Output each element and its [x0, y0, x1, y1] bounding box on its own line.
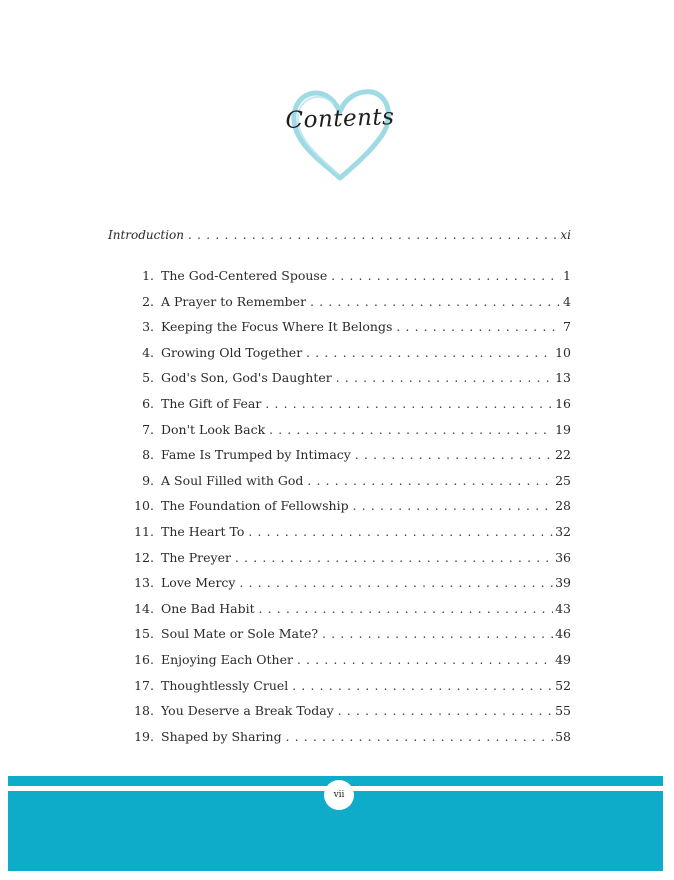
toc-entry-number: 5.	[142, 370, 154, 386]
toc-entry[interactable]	[118, 472, 571, 490]
leader-dots	[188, 226, 558, 244]
toc-entry-page: 13	[555, 370, 571, 386]
toc-entry-number: 13.	[134, 575, 154, 591]
page-number: vii	[324, 780, 354, 810]
toc-entry-page: 46	[555, 626, 571, 642]
toc-entry[interactable]	[118, 728, 571, 746]
toc-entry-page: 58	[555, 728, 571, 744]
toc-entry-number: 12.	[134, 549, 154, 565]
toc-entry-page: 19	[555, 421, 571, 437]
toc-entry[interactable]	[118, 293, 571, 311]
toc-entry[interactable]	[118, 523, 571, 541]
toc-entry-title: The Foundation of Fellowship	[161, 498, 349, 514]
toc-entry-page: xi	[560, 228, 571, 242]
toc-entry[interactable]	[118, 651, 571, 669]
toc-entry-title: A Soul Filled with God	[161, 472, 304, 488]
toc-entry-page: 28	[555, 498, 571, 514]
toc-entry-page: 52	[555, 677, 571, 693]
toc-entry-number: 3.	[142, 319, 154, 335]
toc-entry-title: The God-Centered Spouse	[161, 268, 328, 283]
toc-entry-title: One Bad Habit	[161, 600, 255, 616]
toc-entry-page: 10	[555, 344, 571, 360]
toc-entry-title: The Heart To	[161, 524, 245, 539]
toc-entry[interactable]	[118, 421, 571, 439]
leader-dots	[322, 625, 553, 643]
toc-entry-title: A Prayer to Remember	[161, 293, 307, 309]
toc-entry-number: 4.	[142, 344, 154, 360]
leader-dots	[338, 702, 553, 720]
toc-entry[interactable]	[118, 318, 571, 336]
toc-entry-number: 9.	[142, 472, 154, 488]
toc-entry[interactable]	[118, 369, 571, 387]
toc-entry-number: 18.	[134, 703, 154, 719]
page-title: Contents	[285, 104, 395, 134]
leader-dots	[265, 395, 553, 413]
leader-dots	[248, 523, 553, 541]
toc-entry-number: 17.	[134, 677, 154, 693]
toc-entry-number: 14.	[134, 600, 154, 616]
contents-header	[280, 80, 400, 185]
leader-dots	[336, 369, 553, 387]
toc-entry-title: God's Son, God's Daughter	[161, 370, 332, 386]
toc-entry-number: 10.	[134, 498, 154, 514]
leader-dots	[235, 549, 553, 567]
toc-entry-title: Introduction	[108, 228, 184, 242]
toc-entry-title: Don't Look Back	[161, 421, 266, 437]
leader-dots	[310, 293, 561, 311]
toc-entry-page: 49	[555, 652, 571, 667]
toc-entry-title: You Deserve a Break Today	[161, 703, 334, 719]
leader-dots	[269, 421, 553, 439]
toc-entry-number: 15.	[134, 626, 154, 642]
toc-entry-page: 7	[563, 319, 571, 335]
leader-dots	[353, 497, 553, 515]
toc-entry-number: 16.	[134, 652, 154, 667]
toc-entry[interactable]	[118, 625, 571, 643]
toc-entry-title: Growing Old Together	[161, 344, 303, 360]
leader-dots	[396, 318, 561, 336]
toc-entry-title: The Gift of Fear	[161, 396, 262, 411]
toc-entry-number: 6.	[142, 396, 154, 411]
leader-dots	[259, 600, 553, 618]
toc-entry-number: 19.	[134, 728, 154, 744]
toc-entry-title: Keeping the Focus Where It Belongs	[161, 319, 393, 335]
toc-entry-page: 39	[555, 575, 571, 591]
leader-dots	[297, 651, 553, 669]
toc-entry[interactable]	[118, 600, 571, 618]
leader-dots	[307, 472, 553, 490]
toc-entry[interactable]	[118, 344, 571, 362]
toc-entry[interactable]	[118, 395, 571, 413]
toc-entry-introduction[interactable]	[108, 226, 571, 244]
toc-entry-page: 22	[555, 447, 571, 463]
toc-entry[interactable]	[118, 702, 571, 720]
toc-entry-title: Shaped by Sharing	[161, 728, 282, 744]
toc-entry-title: Thoughtlessly Cruel	[161, 677, 289, 693]
toc-entry-number: 11.	[134, 524, 154, 539]
toc-entry-title: Enjoying Each Other	[161, 652, 293, 667]
toc-entry-page: 1	[563, 268, 571, 283]
leader-dots	[240, 574, 554, 592]
toc-entry[interactable]	[118, 267, 571, 285]
leader-dots	[355, 446, 553, 464]
toc-entry[interactable]	[118, 574, 571, 592]
toc-entry[interactable]	[118, 549, 571, 567]
toc-entry-number: 8.	[142, 447, 154, 463]
toc-entry-title: The Preyer	[161, 549, 231, 565]
toc-entry[interactable]	[118, 446, 571, 464]
toc-entry-number: 1.	[142, 268, 154, 283]
leader-dots	[306, 344, 553, 362]
toc-entry-page: 16	[555, 396, 571, 411]
toc-entry-page: 25	[555, 472, 571, 488]
toc-entry[interactable]	[118, 497, 571, 515]
toc-entry-number: 7.	[142, 421, 154, 437]
leader-dots	[331, 267, 561, 285]
toc-entry-title: Fame Is Trumped by Intimacy	[161, 447, 351, 463]
toc-entry-page: 4	[563, 293, 571, 309]
toc-entry-page: 43	[555, 600, 571, 616]
leader-dots	[286, 728, 554, 746]
leader-dots	[292, 677, 553, 695]
toc-entry-page: 36	[555, 549, 571, 565]
toc-entry-page: 32	[555, 524, 571, 539]
toc-entry-title: Love Mercy	[161, 575, 236, 591]
toc-entry-number: 2.	[142, 293, 154, 309]
toc-entry[interactable]	[118, 677, 571, 695]
toc-entry-page: 55	[555, 703, 571, 719]
toc-entry-title: Soul Mate or Sole Mate?	[161, 626, 319, 642]
